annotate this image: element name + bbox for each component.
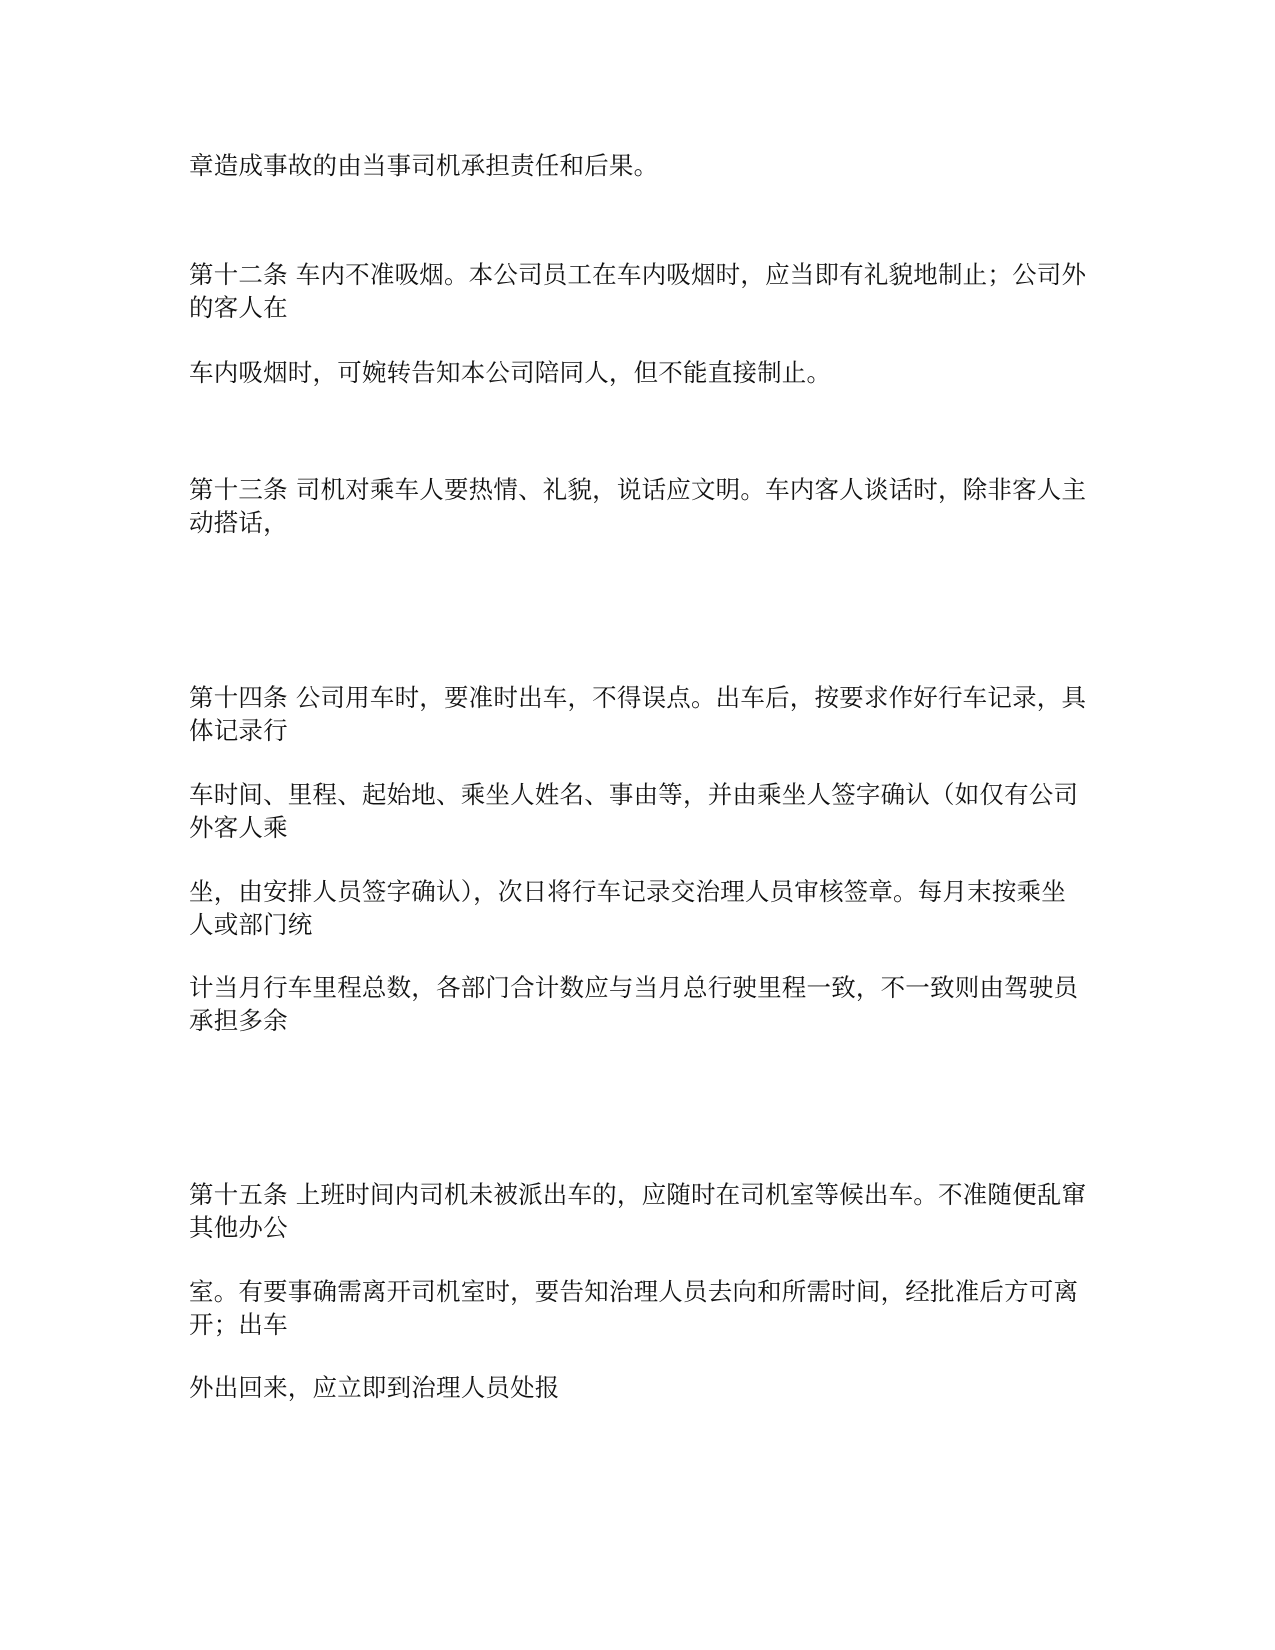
paragraph-article-13 (189, 473, 1099, 539)
text-line: 第十四条 公司用车时，要准时出车，不得误点。出车后，按要求作好行车记录，具 (189, 683, 1087, 712)
text-line: 第十二条 车内不准吸烟。本公司员工在车内吸烟时，应当即有礼貌地制止；公司外 (189, 260, 1087, 289)
text-line: 计当月行车里程总数，各部门合计数应与当月总行驶里程一致，不一致则由驾驶员 (189, 973, 1079, 1002)
paragraph-article-15 (189, 1178, 1099, 1244)
text-line: 第十五条 上班时间内司机未被派出车的，应随时在司机室等候出车。不准随便乱窜 (189, 1180, 1087, 1209)
text-line: 人或部门统 (189, 910, 313, 939)
text-line: 车时间、里程、起始地、乘坐人姓名、事由等，并由乘坐人签字确认（如仅有公司 (189, 780, 1079, 809)
text-line: 室。有要事确需离开司机室时，要告知治理人员去向和所需时间，经批准后方可离 (189, 1277, 1079, 1306)
paragraph-11 (189, 1371, 1099, 1404)
paragraph-6 (189, 778, 1099, 844)
text-line: 坐，由安排人员签字确认），次日将行车记录交治理人员审核签章。每月末按乘坐 (189, 877, 1066, 906)
paragraph-8 (189, 971, 1099, 1037)
text-line: 的客人在 (189, 293, 288, 322)
text-line: 开；出车 (189, 1310, 288, 1339)
paragraph-1 (189, 149, 1099, 182)
text-line: 外客人乘 (189, 813, 288, 842)
text-line: 其他办公 (189, 1213, 288, 1242)
paragraph-article-12 (189, 258, 1099, 324)
text-line: 外出回来，应立即到治理人员处报 (189, 1373, 560, 1402)
text-line: 体记录行 (189, 716, 288, 745)
text-line: 动搭话， (189, 508, 288, 537)
text-line: 第十三条 司机对乘车人要热情、礼貌，说话应文明。车内客人谈话时，除非客人主 (189, 475, 1087, 504)
text-line: 章造成事故的由当事司机承担责任和后果。 (189, 151, 659, 180)
text-line: 车内吸烟时，可婉转告知本公司陪同人，但不能直接制止。 (189, 358, 832, 387)
paragraph-7 (189, 875, 1099, 941)
paragraph-article-14 (189, 681, 1099, 747)
paragraph-10 (189, 1275, 1099, 1341)
text-line: 承担多余 (189, 1006, 288, 1035)
paragraph-3 (189, 356, 1099, 389)
